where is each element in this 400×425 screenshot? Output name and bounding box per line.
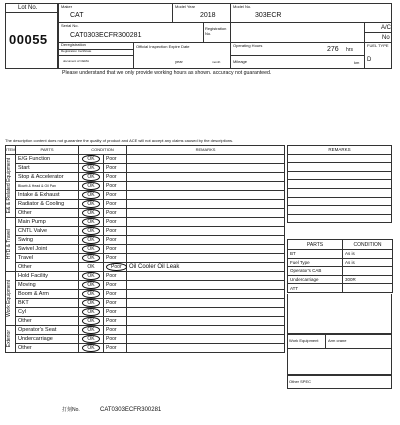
poor-mark: Poor bbox=[106, 272, 117, 279]
poor-cell bbox=[104, 199, 127, 208]
ok-cell bbox=[79, 217, 104, 226]
parts-row-condition bbox=[343, 267, 393, 276]
parts-row bbox=[288, 284, 393, 293]
ok-cell bbox=[79, 172, 104, 181]
official-insp-label: Official Inspection Expire Date bbox=[136, 44, 190, 49]
remark-cell bbox=[127, 343, 285, 352]
model-no-label: Model No. bbox=[233, 4, 252, 9]
ok-mark: OK bbox=[82, 317, 99, 325]
ok-mark: OK bbox=[87, 263, 95, 270]
part-name: Cyl bbox=[16, 307, 79, 316]
poor-mark: Poor bbox=[106, 308, 117, 315]
ok-mark: OK bbox=[82, 290, 99, 298]
table-row bbox=[6, 316, 285, 325]
poor-mark: Poor bbox=[106, 344, 117, 351]
poor-cell bbox=[104, 253, 127, 262]
ok-mark: OK bbox=[82, 344, 99, 352]
poor-cell bbox=[104, 181, 127, 190]
ok-cell bbox=[79, 271, 104, 280]
poor-cell bbox=[104, 271, 127, 280]
poor-cell bbox=[104, 244, 127, 253]
ok-cell bbox=[79, 244, 104, 253]
ok-cell bbox=[79, 280, 104, 289]
part-name: Moving bbox=[16, 280, 79, 289]
fuel-type-value: D bbox=[367, 57, 372, 63]
group-label-text: E& & Related Equipment bbox=[6, 157, 12, 214]
part-name: BKT bbox=[16, 298, 79, 307]
serial-value: CAT0303ECFR300281 bbox=[70, 32, 142, 39]
ok-cell bbox=[79, 289, 104, 298]
poor-cell bbox=[104, 343, 127, 352]
part-name: Swivel Joint bbox=[16, 244, 79, 253]
table-row bbox=[6, 289, 285, 298]
other-spec-label: Other SPEC bbox=[289, 379, 312, 384]
poor-cell bbox=[104, 190, 127, 199]
div-maker bbox=[172, 3, 173, 22]
ok-mark: OK bbox=[82, 254, 99, 262]
ok-cell bbox=[79, 253, 104, 262]
table-row bbox=[6, 208, 285, 217]
hours-mid-line bbox=[230, 55, 364, 56]
poor-mark: Poor bbox=[106, 164, 117, 171]
document-label: document of CEMA bbox=[63, 59, 90, 63]
poor-cell bbox=[104, 226, 127, 235]
part-name: Intake & Exhaust bbox=[16, 190, 79, 199]
parts-row bbox=[288, 258, 393, 267]
km-unit: km bbox=[354, 60, 360, 65]
ok-mark: OK bbox=[82, 182, 99, 190]
table-row bbox=[6, 307, 285, 316]
poor-cell bbox=[104, 163, 127, 172]
model-year-value: 2018 bbox=[200, 12, 216, 19]
part-name: Start bbox=[16, 163, 79, 172]
dereg-label: Deregistration bbox=[61, 42, 86, 47]
group-label-text: HYD & Travel bbox=[6, 228, 12, 260]
right-remarks-line bbox=[288, 188, 392, 197]
part-name: CNTL Valve bbox=[16, 226, 79, 235]
ok-mark: OK bbox=[82, 236, 99, 244]
div-reg bbox=[230, 22, 231, 42]
row2-line bbox=[58, 42, 392, 43]
ok-mark: OK bbox=[82, 209, 99, 217]
remark-cell bbox=[127, 325, 285, 334]
right-remarks-line bbox=[288, 154, 392, 163]
table-row bbox=[6, 217, 285, 226]
parts-row bbox=[288, 275, 393, 284]
parts-row-condition bbox=[343, 284, 393, 293]
poor-cell bbox=[104, 298, 127, 307]
year-label: year bbox=[175, 59, 183, 64]
poor-cell bbox=[104, 280, 127, 289]
parts-row-label: ATT bbox=[288, 284, 343, 293]
poor-cell bbox=[104, 289, 127, 298]
group-label bbox=[6, 325, 16, 352]
part-name: Swing bbox=[16, 235, 79, 244]
poor-cell bbox=[104, 262, 127, 271]
poor-mark: Poor bbox=[106, 200, 117, 207]
model-year-label: Model Year bbox=[175, 4, 196, 9]
spec-area bbox=[287, 349, 392, 375]
parts-row bbox=[288, 267, 393, 276]
work-equip-value: Arm crane bbox=[328, 338, 347, 343]
group-label bbox=[6, 271, 16, 325]
lot-number: 00055 bbox=[9, 32, 48, 47]
remark-cell bbox=[127, 316, 285, 325]
mileage-label: Mileage bbox=[233, 59, 248, 64]
poor-cell bbox=[104, 307, 127, 316]
th-remarks: REMARKS bbox=[127, 146, 285, 155]
remark-cell bbox=[127, 154, 285, 163]
ok-cell bbox=[79, 163, 104, 172]
remark-cell bbox=[127, 172, 285, 181]
table-row bbox=[6, 343, 285, 352]
maker-label: Maker bbox=[61, 4, 73, 9]
ac-value: No bbox=[382, 35, 390, 41]
div-serial bbox=[203, 22, 204, 42]
parts-row-condition: As is bbox=[343, 258, 393, 267]
parts-row bbox=[288, 250, 393, 259]
poor-mark: Poor bbox=[106, 227, 117, 234]
right-remarks-line bbox=[288, 197, 392, 206]
remark-cell bbox=[127, 208, 285, 217]
row1-line bbox=[58, 22, 392, 23]
poor-cell bbox=[104, 325, 127, 334]
remark-cell bbox=[127, 199, 285, 208]
registration-label: Registration No. bbox=[205, 26, 227, 36]
div-dereg bbox=[133, 42, 134, 69]
poor-cell bbox=[104, 208, 127, 217]
ok-mark: OK bbox=[82, 218, 99, 226]
table-row bbox=[6, 199, 285, 208]
ok-cell bbox=[79, 316, 104, 325]
poor-mark: Poor bbox=[106, 281, 117, 288]
remark-cell bbox=[127, 289, 285, 298]
remark-cell bbox=[127, 181, 285, 190]
div-ac bbox=[364, 22, 365, 69]
remark-cell bbox=[127, 253, 285, 262]
poor-mark: Poor bbox=[106, 173, 117, 180]
poor-mark: Poor bbox=[106, 317, 117, 324]
ok-mark: OK bbox=[82, 227, 99, 235]
table-row bbox=[6, 190, 285, 199]
right-remarks-box bbox=[287, 145, 392, 223]
ok-mark: OK bbox=[82, 326, 99, 334]
part-name: Boom & Arm bbox=[16, 289, 79, 298]
poor-mark: Poor bbox=[106, 218, 117, 225]
right-remarks-line bbox=[288, 171, 392, 180]
condition-table bbox=[5, 145, 284, 353]
part-name: Other bbox=[16, 208, 79, 217]
remark-cell bbox=[127, 235, 285, 244]
part-name: Travel bbox=[16, 253, 79, 262]
lot-label: Lot No. bbox=[18, 5, 38, 11]
th-parts: PARTS bbox=[16, 146, 79, 155]
ok-cell bbox=[79, 262, 104, 271]
remark-cell bbox=[127, 271, 285, 280]
remark-cell bbox=[127, 217, 285, 226]
ok-cell bbox=[79, 298, 104, 307]
div-model bbox=[230, 3, 231, 22]
ok-cell bbox=[79, 199, 104, 208]
poor-mark: Poor bbox=[106, 326, 117, 333]
dereg-split bbox=[58, 55, 133, 56]
hrs-unit: hrs bbox=[346, 47, 353, 53]
remark-cell bbox=[127, 163, 285, 172]
att-area bbox=[287, 294, 392, 334]
poor-mark: Poor bbox=[106, 263, 127, 271]
ok-mark: OK bbox=[82, 200, 99, 208]
poor-mark: Poor bbox=[106, 191, 117, 198]
parts-table bbox=[287, 239, 392, 293]
ok-mark: OK bbox=[82, 272, 99, 280]
right-remarks-label: REMARKS bbox=[288, 146, 392, 155]
ok-mark: OK bbox=[82, 299, 99, 307]
right-remarks-line bbox=[288, 163, 392, 172]
ok-mark: OK bbox=[82, 245, 99, 253]
parts-row-label: Fuel Type bbox=[288, 258, 343, 267]
ok-cell bbox=[79, 208, 104, 217]
ok-cell bbox=[79, 154, 104, 163]
right-remarks-line bbox=[288, 214, 392, 223]
month-label: month bbox=[212, 60, 221, 64]
poor-cell bbox=[104, 235, 127, 244]
right-remarks-line bbox=[288, 180, 392, 189]
remark-cell bbox=[127, 334, 285, 343]
table-row bbox=[6, 262, 285, 271]
hours-notice: Please understand that we only provide working hours as shown. accuracy not guaranteed. bbox=[62, 70, 272, 76]
remark-cell bbox=[127, 280, 285, 289]
part-name: Main Pump bbox=[16, 217, 79, 226]
ok-cell bbox=[79, 325, 104, 334]
ac-mid-line bbox=[364, 32, 392, 33]
remark-cell: Oil Cooler Oil Leak bbox=[127, 262, 285, 271]
poor-cell bbox=[104, 217, 127, 226]
group-label bbox=[6, 154, 16, 217]
poor-cell bbox=[104, 334, 127, 343]
dereg-sub: Registration Certificate bbox=[61, 49, 92, 53]
part-name: Operator's Seat bbox=[16, 325, 79, 334]
poor-mark: Poor bbox=[106, 290, 117, 297]
part-name: Blowb & Head & Oil Pan bbox=[16, 181, 79, 190]
ok-mark: OK bbox=[82, 191, 99, 199]
ok-cell bbox=[79, 334, 104, 343]
part-name: Hold Facility bbox=[16, 271, 79, 280]
poor-cell bbox=[104, 154, 127, 163]
parts-row-label: Undercarriage bbox=[288, 275, 343, 284]
th-item: ITEM bbox=[6, 147, 16, 153]
ok-cell bbox=[79, 181, 104, 190]
table-row bbox=[6, 298, 285, 307]
poor-cell bbox=[104, 172, 127, 181]
table-row bbox=[6, 253, 285, 262]
work-equip-div bbox=[325, 334, 326, 349]
remark-cell bbox=[127, 226, 285, 235]
part-name: Radiator & Cooling bbox=[16, 199, 79, 208]
ok-cell bbox=[79, 226, 104, 235]
work-equip-label: Work Equipment bbox=[289, 338, 319, 343]
parts-row-condition: 300R bbox=[343, 275, 393, 284]
part-name: Stop & Accelerator bbox=[16, 172, 79, 181]
right-remarks-line bbox=[288, 206, 392, 215]
poor-mark: Poor bbox=[106, 335, 117, 342]
operating-hours-value: 276 bbox=[327, 46, 339, 53]
operating-hours-label: Operating Hours bbox=[233, 43, 263, 48]
part-name: E/G Function bbox=[16, 154, 79, 163]
ok-cell bbox=[79, 235, 104, 244]
serial-label: Serial No. bbox=[61, 23, 79, 28]
parts-row-condition: As is bbox=[343, 250, 393, 259]
ok-mark: OK bbox=[82, 281, 99, 289]
fuel-type-label: FUEL TYPE bbox=[367, 43, 389, 48]
poor-mark: Poor bbox=[106, 155, 117, 162]
footer-label: 打刻No. bbox=[62, 407, 80, 413]
table-row bbox=[6, 226, 285, 235]
disclaimer: The description content does not guarantee the quality of product and ACE will not accept any claims caused by the descriptions. bbox=[5, 138, 234, 143]
part-name: Other bbox=[16, 343, 79, 352]
condition-header: CONDITION bbox=[343, 240, 393, 250]
remark-cell bbox=[127, 244, 285, 253]
group-label bbox=[6, 217, 16, 271]
table-row bbox=[6, 325, 285, 334]
ok-cell bbox=[79, 343, 104, 352]
parts-header: PARTS bbox=[288, 240, 343, 250]
ac-label: A/C bbox=[381, 25, 392, 31]
table-row bbox=[6, 154, 285, 163]
parts-row-label: BT bbox=[288, 250, 343, 259]
model-no-value: 303ECR bbox=[255, 12, 282, 19]
poor-mark: Poor bbox=[106, 299, 117, 306]
table-row bbox=[6, 235, 285, 244]
poor-mark: Poor bbox=[106, 254, 117, 261]
part-name: Other bbox=[16, 262, 79, 271]
group-label-text: Exterior bbox=[6, 329, 12, 348]
ok-mark: OK bbox=[82, 155, 99, 163]
ok-cell bbox=[79, 190, 104, 199]
parts-row-label: Operator's CAB bbox=[288, 267, 343, 276]
group-label-text: Work Equipment bbox=[6, 279, 12, 317]
ok-mark: OK bbox=[82, 164, 99, 172]
poor-mark: Poor bbox=[106, 209, 117, 216]
table-row bbox=[6, 334, 285, 343]
table-row bbox=[6, 244, 285, 253]
remark-cell bbox=[127, 298, 285, 307]
poor-mark: Poor bbox=[106, 236, 117, 243]
th-condition: CONDITION bbox=[79, 146, 127, 155]
table-row bbox=[6, 172, 285, 181]
poor-mark: Poor bbox=[106, 182, 117, 189]
table-row bbox=[6, 181, 285, 190]
maker-value: CAT bbox=[70, 12, 84, 19]
part-name: Undercarriage bbox=[16, 334, 79, 343]
ok-mark: OK bbox=[82, 173, 99, 181]
footer-value: CAT0303ECFR300281 bbox=[100, 407, 162, 413]
poor-cell bbox=[104, 316, 127, 325]
table-row bbox=[6, 271, 285, 280]
ok-mark: OK bbox=[82, 308, 99, 316]
remark-cell bbox=[127, 307, 285, 316]
ok-cell bbox=[79, 307, 104, 316]
remark-cell bbox=[127, 190, 285, 199]
part-name: Other bbox=[16, 316, 79, 325]
ok-mark: OK bbox=[82, 335, 99, 343]
poor-mark: Poor bbox=[106, 245, 117, 252]
table-row bbox=[6, 163, 285, 172]
table-row bbox=[6, 280, 285, 289]
